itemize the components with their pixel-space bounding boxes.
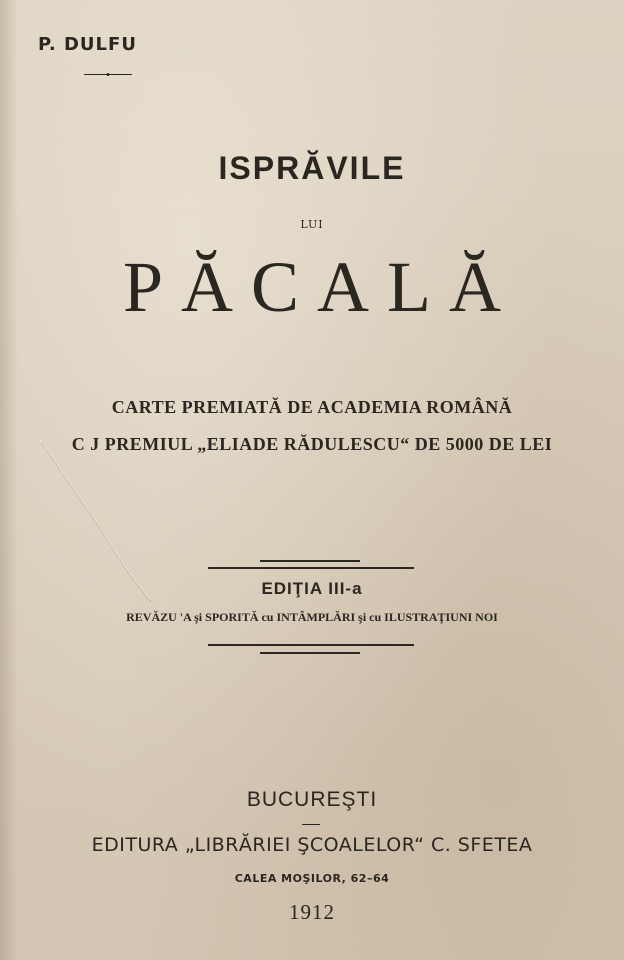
- title-connector: LUI: [300, 218, 324, 231]
- author-name: P. DULFU: [38, 34, 137, 55]
- publisher-name: EDITURA „LIBRĂRIEI ŞCOALELOR“ C. SFETEA: [91, 834, 533, 856]
- rule-bottom-short: [260, 652, 360, 654]
- publication-year: 1912: [289, 900, 335, 924]
- author-ornament: [84, 73, 132, 76]
- title-line-2: PĂCALĂ: [122, 247, 520, 327]
- award-line-2: C J PREMIUL „ELIADE RĂDULESCU“ DE 5000 DE LEI: [71, 434, 553, 454]
- edition-label: EDIŢIA III-a: [261, 579, 363, 598]
- rule-bottom-long: [208, 644, 414, 646]
- city-dash: [302, 824, 320, 825]
- award-line-1: CARTE PREMIATĂ DE ACADEMIA ROMÂNĂ: [111, 397, 513, 417]
- title-line-1: ISPRĂVILE: [218, 150, 406, 186]
- rule-top-long: [208, 567, 414, 569]
- publication-city: BUCUREŞTI: [246, 788, 378, 811]
- page-edge-shadow: [0, 0, 18, 960]
- rule-top-short: [260, 560, 360, 562]
- edition-note: REVĂZU 'A şi SPORITĂ cu INTÂMPLĂRI şi cu ILUSTRAŢIUNI NOI: [126, 610, 498, 624]
- publisher-address: CALEA MOŞILOR, 62–64: [234, 872, 390, 885]
